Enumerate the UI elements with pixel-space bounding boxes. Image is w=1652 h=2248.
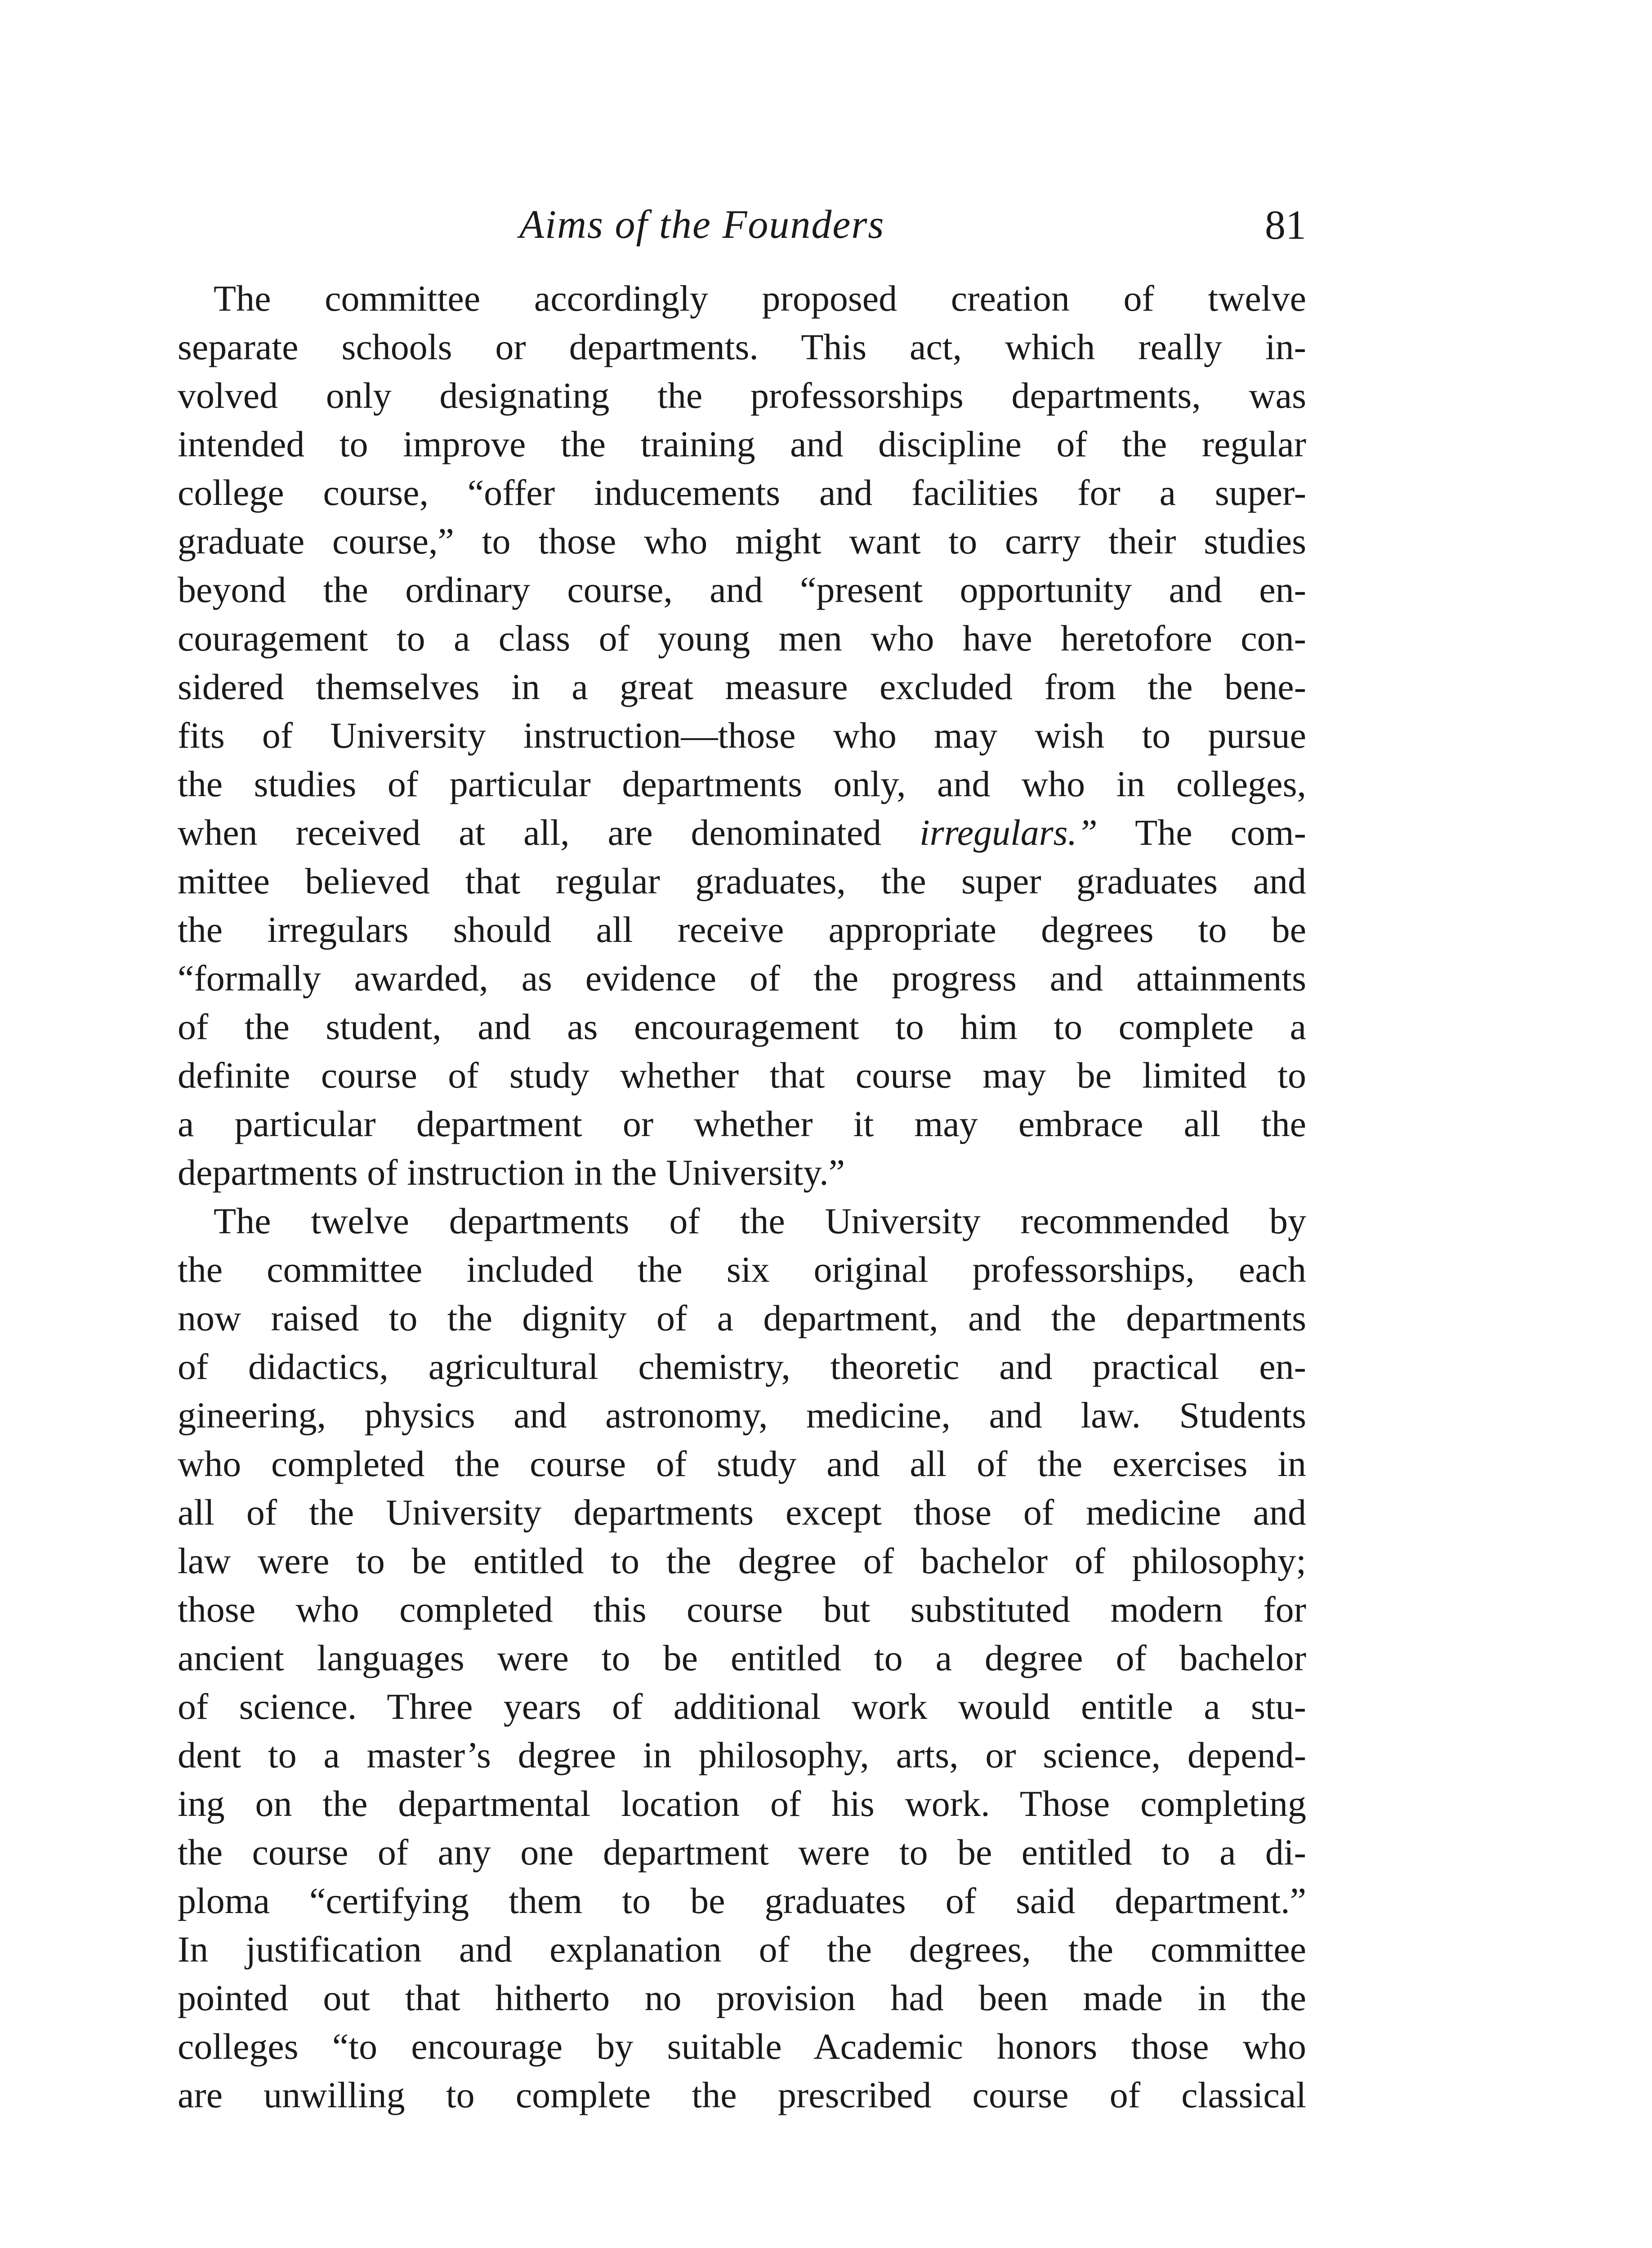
running-head xyxy=(178,193,1306,256)
text-line: ploma “certifying them to be graduates of said department.” xyxy=(178,1880,1306,1921)
text-line: are unwilling to complete the prescribed course of classical xyxy=(178,2074,1306,2115)
text-line: beyond the ordinary course, and “present opportunity and en- xyxy=(178,569,1306,610)
text-line: The committee accordingly proposed creation of twelve xyxy=(214,278,1306,319)
page-number: 81 xyxy=(1265,202,1306,248)
paragraph-1 xyxy=(178,274,1306,1197)
text-line: intended to improve the training and discipline of the regular xyxy=(178,424,1306,464)
text-line: In justification and explanation of the degrees, the committee xyxy=(178,1929,1306,1970)
text-segment: The com- xyxy=(1097,812,1306,853)
text-segment: when received at all, are denominated xyxy=(178,812,920,853)
text-line: law were to be entitled to the degree of bachelor of philosophy; xyxy=(178,1540,1306,1581)
text-line: definite course of study whether that course may be limited to xyxy=(178,1055,1306,1096)
text-line: dent to a master’s degree in philosophy, arts, or science, depend- xyxy=(178,1735,1306,1775)
text-line: of didactics, agricultural chemistry, theoretic and practical en- xyxy=(178,1346,1306,1387)
text-line: those who completed this course but substituted modern for xyxy=(178,1589,1306,1630)
text-line: couragement to a class of young men who have heretofore con- xyxy=(178,618,1306,659)
text-line: gineering, physics and astronomy, medicine, and law. Students xyxy=(178,1395,1306,1436)
text-line: departments of instruction in the University.” xyxy=(178,1152,845,1193)
text-line: the course of any one department were to be entitled to a di- xyxy=(178,1832,1306,1873)
text-line: of the student, and as encouragement to him to complete a xyxy=(178,1006,1306,1047)
running-title: Aims of the Founders xyxy=(519,202,885,247)
text-line: ancient languages were to be entitled to a degree of bachelor xyxy=(178,1637,1306,1678)
text-line: fits of University instruction—those who may wish to pursue xyxy=(178,715,1306,756)
text-line: who completed the course of study and all of the exercises in xyxy=(178,1443,1306,1484)
text-line: separate schools or departments. This act, which really in- xyxy=(178,326,1306,367)
paragraph-2 xyxy=(178,1197,1306,2119)
text-line: sidered themselves in a great measure excluded from the bene- xyxy=(178,666,1306,707)
text-line: the studies of particular departments only, and who in colleges, xyxy=(178,763,1306,804)
text-line: mittee believed that regular graduates, the super graduates and xyxy=(178,861,1306,901)
text-line: The twelve departments of the University recommended by xyxy=(214,1200,1306,1241)
text-line: the irregulars should all receive appropriate degrees to be xyxy=(178,909,1306,950)
text-line: now raised to the dignity of a department, and the departments xyxy=(178,1298,1306,1338)
text-line: of science. Three years of additional work would entitle a stu- xyxy=(178,1686,1306,1727)
text-line: colleges “to encourage by suitable Academic honors those who xyxy=(178,2026,1306,2067)
text-line: volved only designating the professorships departments, was xyxy=(178,375,1306,416)
text-line: graduate course,” to those who might want to carry their studies xyxy=(178,521,1306,562)
text-line: “formally awarded, as evidence of the progress and attainments xyxy=(178,958,1306,999)
body-text xyxy=(178,274,1306,2119)
text-line: all of the University departments except those of medicine and xyxy=(178,1492,1306,1533)
text-line: the committee included the six original professorships, each xyxy=(178,1249,1306,1290)
text-line: a particular department or whether it may embrace all the xyxy=(178,1103,1306,1144)
text-line: ing on the departmental location of his work. Those completing xyxy=(178,1783,1306,1824)
text-line: pointed out that hitherto no provision had been made in the xyxy=(178,1977,1306,2018)
text-line: college course, “offer inducements and facilities for a super- xyxy=(178,472,1306,513)
italic-term: irregulars.” xyxy=(920,812,1098,853)
text-line-with-italic xyxy=(178,808,1306,857)
